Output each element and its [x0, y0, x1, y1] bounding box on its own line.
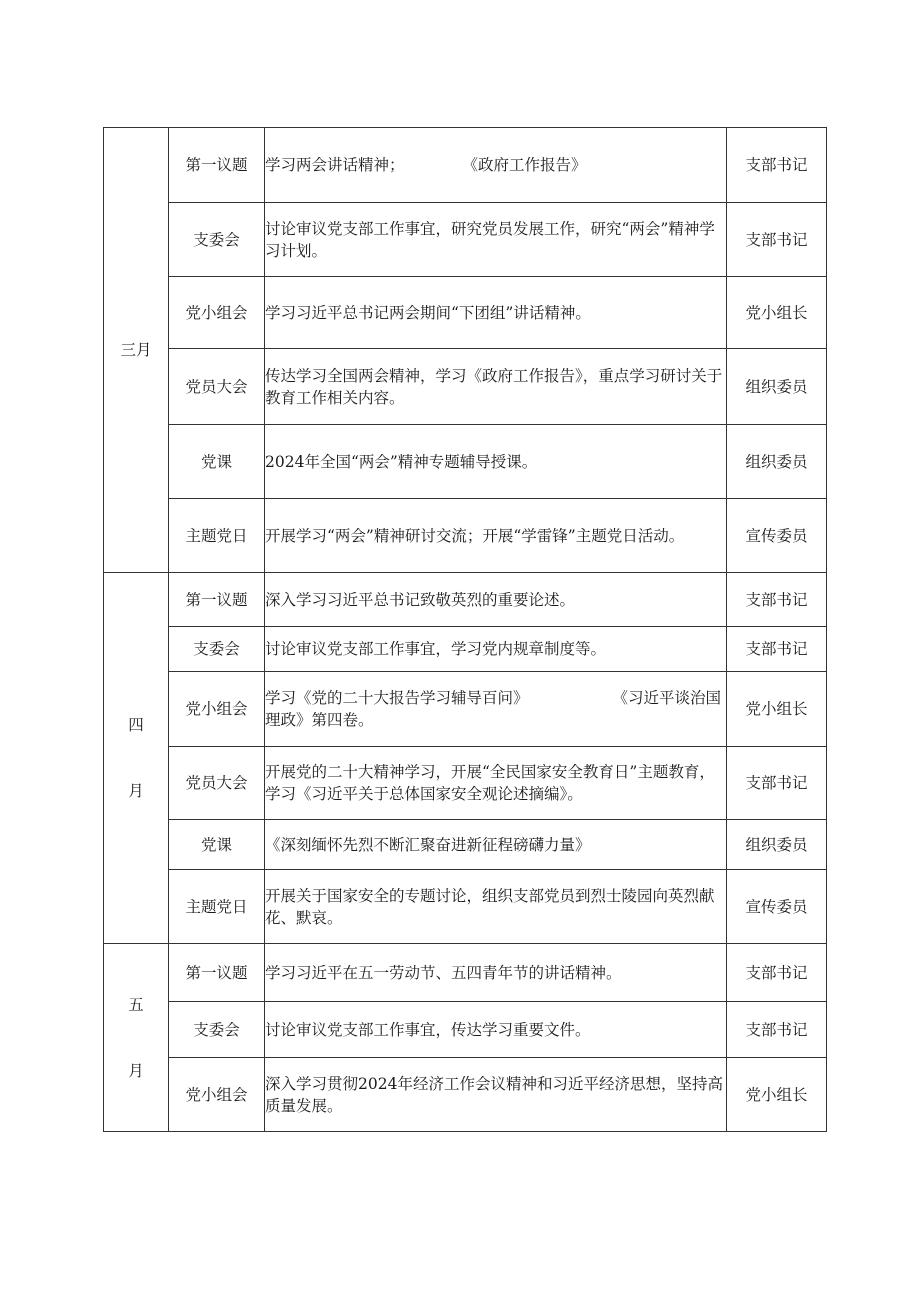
- activity-content: [265, 672, 727, 747]
- activity-owner: 支部书记: [727, 128, 827, 203]
- activity-type: 党小组会: [169, 1058, 265, 1132]
- activity-type: 党员大会: [169, 747, 265, 820]
- activity-type: 第一议题: [169, 573, 265, 627]
- activity-owner: 党小组长: [727, 1058, 827, 1132]
- activity-owner: 支部书记: [727, 573, 827, 627]
- month-label-top: 四: [128, 716, 144, 734]
- activity-type: 党小组会: [169, 672, 265, 747]
- activity-owner: 支部书记: [727, 1002, 827, 1058]
- month-label-bottom: 月: [128, 782, 144, 800]
- month-cell-may: [104, 944, 169, 1132]
- table-row: [104, 499, 827, 573]
- activity-type: 党课: [169, 820, 265, 870]
- activity-type: 支委会: [169, 1002, 265, 1058]
- activity-owner: 组织委员: [727, 425, 827, 499]
- activity-content: 开展党的二十大精神学习，开展“全民国家安全教育日”主题教育，学习《习近平关于总体国家安全观论述摘编》。: [265, 747, 727, 820]
- table-row: [104, 128, 827, 203]
- activity-type: 第一议题: [169, 128, 265, 203]
- table-row: [104, 277, 827, 349]
- table-row: [104, 425, 827, 499]
- activity-content: 2024年全国“两会”精神专题辅导授课。: [265, 425, 727, 499]
- activity-content: 开展学习“两会”精神研讨交流；开展“学雷锋”主题党日活动。: [265, 499, 727, 573]
- month-label-top: 五: [128, 995, 144, 1014]
- month-cell-march: [104, 128, 169, 573]
- activity-content: 讨论审议党支部工作事宜，研究党员发展工作，研究“两会”精神学习计划。: [265, 203, 727, 277]
- table-row: [104, 573, 827, 627]
- table-row: [104, 820, 827, 870]
- table-row: [104, 349, 827, 425]
- activity-content: 《深刻缅怀先烈不断汇聚奋进新征程磅礴力量》: [265, 820, 727, 870]
- activity-type: 党员大会: [169, 349, 265, 425]
- activity-content: 讨论审议党支部工作事宜，传达学习重要文件。: [265, 1002, 727, 1058]
- activity-content: 深入学习习近平总书记致敬英烈的重要论述。: [265, 573, 727, 627]
- month-label-bottom: 月: [128, 1061, 144, 1080]
- activity-content: 开展关于国家安全的专题讨论，组织支部党员到烈士陵园向英烈献花、默哀。: [265, 870, 727, 944]
- activity-owner: 党小组长: [727, 277, 827, 349]
- activity-owner: 宣传委员: [727, 499, 827, 573]
- activity-content: 学习习近平在五一劳动节、五四青年节的讲话精神。: [265, 944, 727, 1002]
- table-row: [104, 944, 827, 1002]
- activity-owner: 支部书记: [727, 203, 827, 277]
- content-part: 学习两会讲话精神；: [265, 156, 405, 174]
- activity-owner: 组织委员: [727, 349, 827, 425]
- table-row: [104, 627, 827, 672]
- monthly-activity-table: [103, 127, 827, 1132]
- table-row: [104, 870, 827, 944]
- activity-type: 支委会: [169, 203, 265, 277]
- activity-type: 第一议题: [169, 944, 265, 1002]
- activity-type: 党课: [169, 425, 265, 499]
- activity-owner: 支部书记: [727, 627, 827, 672]
- activity-owner: 支部书记: [727, 747, 827, 820]
- activity-content: 深入学习贯彻2024年经济工作会议精神和习近平经济思想，坚持高质量发展。: [265, 1058, 727, 1132]
- activity-type: 主题党日: [169, 499, 265, 573]
- activity-content: 学习习近平总书记两会期间“下团组”讲话精神。: [265, 277, 727, 349]
- activity-owner: 党小组长: [727, 672, 827, 747]
- activity-type: 主题党日: [169, 870, 265, 944]
- content-part: 《习近平谈治国理政》第四卷。: [265, 689, 722, 729]
- table-row: [104, 1058, 827, 1132]
- activity-owner: 宣传委员: [727, 870, 827, 944]
- month-label: 三月: [120, 341, 152, 359]
- content-part: 学习《党的二十大报告学习辅导百问》: [265, 689, 529, 707]
- activity-content: [265, 128, 727, 203]
- table-row: [104, 672, 827, 747]
- activity-owner: 支部书记: [727, 944, 827, 1002]
- activity-type: 党小组会: [169, 277, 265, 349]
- activity-type: 支委会: [169, 627, 265, 672]
- activity-owner: 组织委员: [727, 820, 827, 870]
- activity-content: 讨论审议党支部工作事宜，学习党内规章制度等。: [265, 627, 727, 672]
- month-cell-april: [104, 573, 169, 944]
- table-row: [104, 1002, 827, 1058]
- table-row: [104, 203, 827, 277]
- content-part: 《政府工作报告》: [462, 156, 587, 174]
- activity-content: 传达学习全国两会精神，学习《政府工作报告》，重点学习研讨关于教育工作相关内容。: [265, 349, 727, 425]
- table-row: [104, 747, 827, 820]
